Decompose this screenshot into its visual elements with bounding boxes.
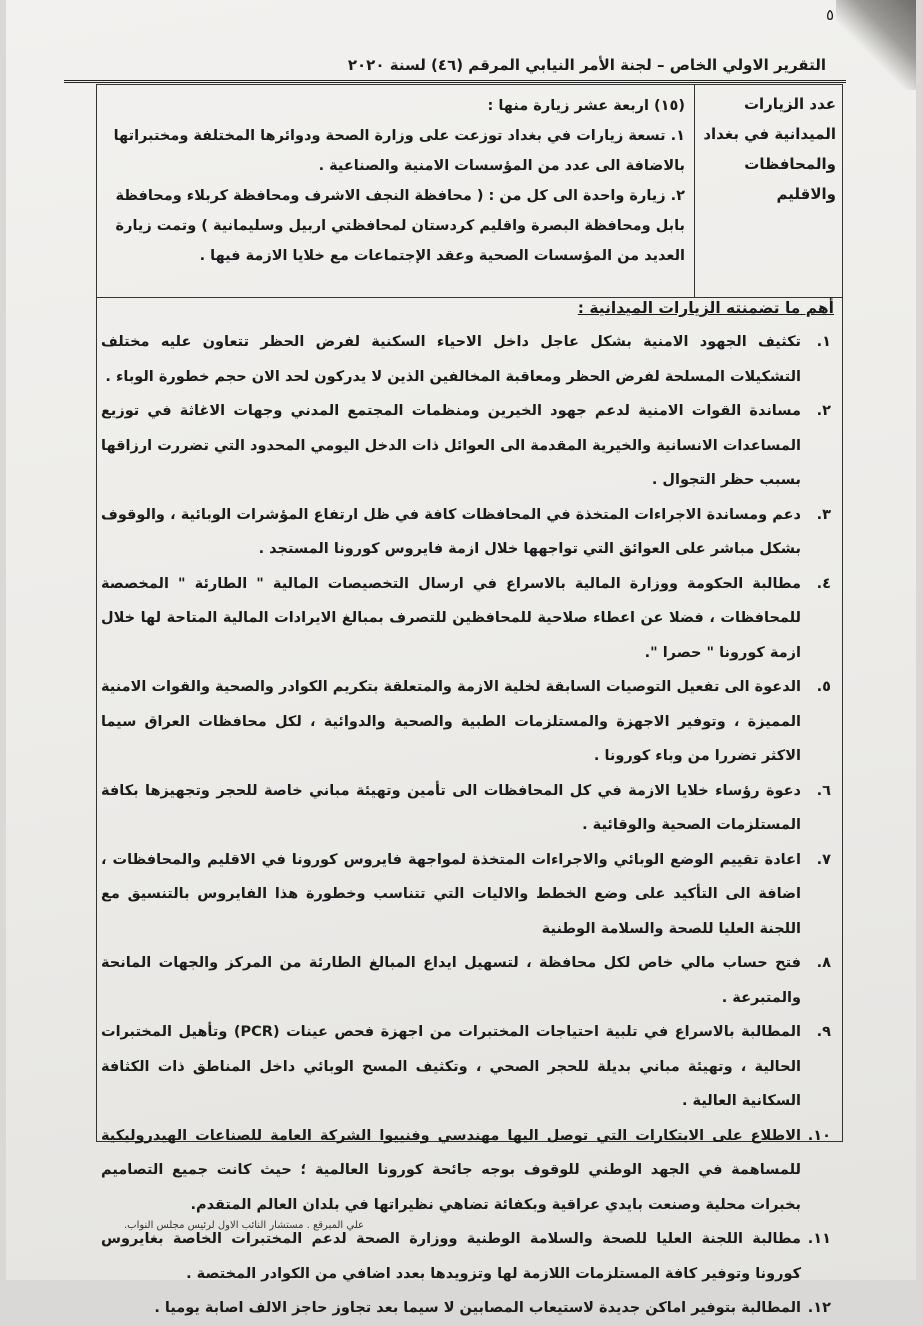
findings-list xyxy=(101,325,831,1326)
list-item xyxy=(101,670,831,774)
item-number: ٥. xyxy=(816,679,831,695)
item-number: ١١. xyxy=(807,1231,831,1247)
item-text: فتح حساب مالي خاص لكل محافظة ، لتسهيل ايداع المبالغ الطارئة من المركز والجهات المانحة والمتبرعة . xyxy=(101,955,801,1006)
item-number: ١٠. xyxy=(807,1127,831,1144)
item-number: ١٢. xyxy=(807,1300,831,1316)
list-item xyxy=(101,946,831,1015)
item-number: ٣. xyxy=(816,506,831,523)
item-text: تكثيف الجهود الامنية بشكل عاجل داخل الاحياء السكنية لفرض الحظر تتعاون عليه مختلف التشكيلات المسلحة لفرض الحظر ومعاقبة المخالفين الذين لا يدركون لحد الان حجم خطورة الوباء . xyxy=(101,334,801,385)
item-number: ١. xyxy=(816,334,831,350)
page-number: ٥ xyxy=(826,6,835,24)
item-text: اعادة تقييم الوضع الوبائي والاجراءات المتخذة لمواجهة فايروس كورونا في الاقليم والمحافظات ، اضافة الى التأكيد على وضع الخطط والاليات التي تتناسب وخطورة هذا الفايروس بالتنسيق مع اللجنة العليا للصحة والسلامة الوطنية xyxy=(101,851,801,937)
item-text: دعم ومساندة الاجراءات المتخذة في المحافظات كافة في ظل ارتفاع المؤشرات الوبائية ، والوقوف بشكل مباشر على العوائق التي تواجهها خلال ازمة فايروس كورونا المستجد . xyxy=(101,506,801,557)
list-item xyxy=(101,498,831,567)
item-text: المطالبة بتوفير اماكن جديدة لاستيعاب المصابين لا سيما بعد تجاوز حاجز الالف اصابة يوميا . xyxy=(154,1300,801,1316)
footer-signature: علي المبرقع . مستشار النائب الاول لرئيس مجلس النواب. xyxy=(124,1220,364,1231)
item-number: ٢. xyxy=(816,403,831,419)
item-text: مساندة القوات الامنية لدعم جهود الخيرين ومنظمات المجتمع المدني وجهات الاغاثة في توزيع المساعدات الانسانية والخيرية المقدمة الى العوائل ذات الدخل اليومي المحدود التي تضررت ارزاقها بسبب حظر التجوال . xyxy=(101,403,801,488)
visits-row xyxy=(97,85,842,298)
item-text: مطالبة الحكومة ووزارة المالية بالاسراع في ارسال التخصيصات المالية " الطارئة " المخصصة للمحافظات ، فضلا عن اعطاء صلاحية للمحافظين للتصرف بمبالغ الايرادات المالية المتاحة لها خلال ازمة كورونا " حصرا ". xyxy=(101,575,801,661)
item-number: ٧. xyxy=(816,851,831,868)
item-text: مطالبة اللجنة العليا للصحة والسلامة الوطنية ووزارة الصحة لدعم المختبرات الخاصة بغايروس كورونا وتوفير كافة المستلزمات اللازمة لها وتزويدها بعدد اضافي من الكوادر المختصة . xyxy=(101,1231,801,1282)
page-corner-shadow xyxy=(836,0,916,90)
list-item xyxy=(101,1015,831,1119)
visits-line: ٢. زيارة واحدة الى كل من : ( محافظة النجف الاشرف ومحافظة كربلاء ومحافظة بابل ومحافظة البصرة واقليم كردستان لمحافظتي اربيل وسليمانية ) وتمت زيارة العديد من المؤسسات الصحية وعقد الإجتماعات مع خلايا الازمة فيها . xyxy=(115,188,685,264)
item-number: ٩. xyxy=(816,1024,831,1040)
item-text: الاطلاع على الابتكارات التي توصل اليها مهندسي وفنييوا الشركة العامة للصناعات الهيدروليكية للمساهمة في الجهد الوطني للوقوف بوجه جائحة كورونا العالمية ؛ حيث كانت جميع التصاميم بخبرات محلية وصنعت بايدي عراقية وبكفائة تضاهي نظيراتها في بلدان العالم المتقدم. xyxy=(101,1127,801,1213)
list-item xyxy=(101,843,831,947)
visits-line: (١٥) اربعة عشر زيارة منها : xyxy=(487,98,685,114)
item-number: ٤. xyxy=(816,575,831,592)
document-page xyxy=(6,0,916,1316)
item-text: دعوة رؤساء خلايا الازمة في كل المحافظات الى تأمين وتهيئة مباني خاصة للحجر وتجهيزها بكافة المستلزمات الصحية والوقائية . xyxy=(101,782,801,833)
list-item xyxy=(101,325,831,394)
header-rule xyxy=(64,80,846,83)
section-title: أهم ما تضمنته الزيارات الميدانية : xyxy=(577,299,834,317)
list-item xyxy=(101,567,831,671)
item-text: المطالبة بالاسراع في تلبية احتياجات المختبرات من اجهزة فحص عينات (PCR) وتأهيل المختبرات الحالية ، وتهيئة مباني بديلة للحجر الصحي ، وتكثيف المسح الوبائي داخل المناطق ذات الكثافة السكانية العالية . xyxy=(101,1024,801,1109)
item-text: الدعوة الى تفعيل التوصيات السابقة لخلية الازمة والمتعلقة بتكريم الكوادر والصحية والقوات الامنية المميزة ، وتوفير الاجهزة والمستلزمات الطبية والصحية والدوائية ، لكل محافظات العراق سيما الاكثر تضررا من وباء كورونا . xyxy=(101,679,801,764)
list-item xyxy=(101,1119,831,1223)
list-item xyxy=(101,1291,831,1326)
visits-line: ١. تسعة زيارات في بغداد توزعت على وزارة الصحة ودوائرها المختلفة ومختبراتها بالاضافة الى عدد من المؤسسات الامنية والصناعية . xyxy=(113,128,685,174)
visits-label-cell: عدد الزيارات الميدانية في بغداد والمحافظات والاقليم xyxy=(694,85,842,297)
visits-body-cell xyxy=(97,85,693,297)
list-item xyxy=(101,394,831,498)
list-item xyxy=(101,1222,831,1291)
item-number: ٨. xyxy=(816,955,831,971)
list-item xyxy=(101,774,831,843)
item-number: ٦. xyxy=(816,782,831,799)
report-header: التقرير الاولي الخاص – لجنة الأمر النيابي المرقم (٤٦) لسنة ٢٠٢٠ xyxy=(347,56,826,74)
